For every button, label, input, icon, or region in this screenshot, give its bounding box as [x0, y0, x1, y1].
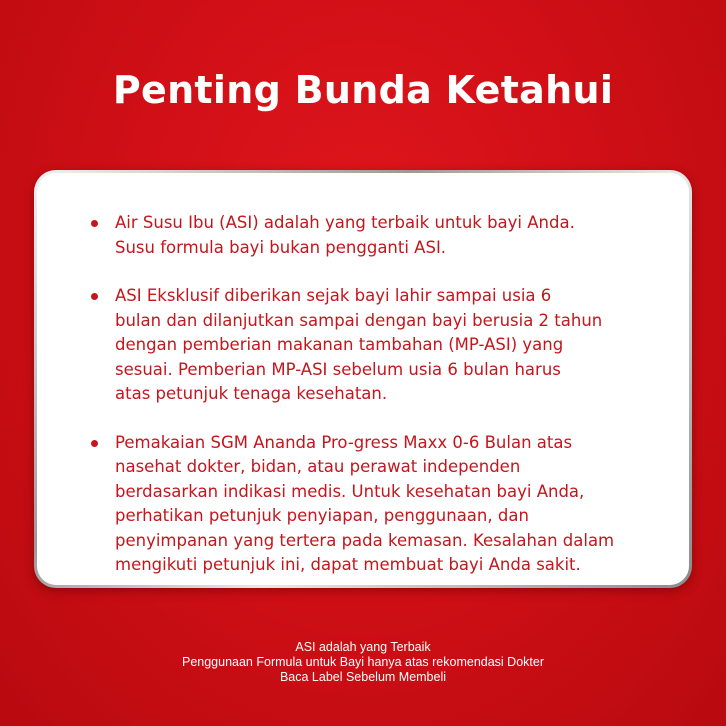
bullet-line: penyimpanan yang tertera pada kemasan. Kesalahan dalam — [115, 530, 615, 550]
bullet-line: Air Susu Ibu (ASI) adalah yang terbaik untuk bayi Anda. — [115, 213, 575, 232]
page-title: Penting Bunda Ketahui — [112, 68, 614, 112]
bullet-item — [89, 211, 649, 260]
bullet-line: ASI Eksklusif diberikan sejak bayi lahir sampai usia 6 — [115, 286, 552, 305]
bullet-line: dengan pemberian makanan tambahan (MP-ASI) yang — [115, 335, 564, 354]
bullet-dot-icon — [91, 440, 98, 447]
footer-disclaimer — [0, 640, 726, 685]
footer-line: Penggunaan Formula untuk Bayi hanya atas rekomendasi Dokter — [181, 655, 545, 669]
bullet-list — [89, 211, 649, 602]
bullet-line: nasehat dokter, bidan, atau perawat independen — [115, 457, 521, 476]
info-card — [37, 173, 689, 585]
bullet-dot-icon — [91, 293, 98, 300]
bullet-line: atas petunjuk tenaga kesehatan. — [115, 384, 388, 403]
bullet-item — [89, 431, 649, 578]
footer-line: Baca Label Sebelum Membeli — [279, 670, 447, 684]
footer-line: ASI adalah yang Terbaik — [295, 640, 431, 654]
bullet-line: Susu formula bayi bukan pengganti ASI. — [115, 237, 447, 257]
bullet-dot-icon — [91, 220, 98, 227]
bullet-line: mengikuti petunjuk ini, dapat membuat bayi Anda sakit. — [115, 555, 581, 574]
bullet-line: bulan dan dilanjutkan sampai dengan bayi berusia 2 tahun — [115, 310, 603, 330]
bullet-line: berdasarkan indikasi medis. Untuk kesehatan bayi Anda, — [115, 481, 585, 501]
bullet-line: perhatikan petunjuk penyiapan, penggunaan, dan — [115, 506, 529, 525]
bullet-item — [89, 284, 649, 407]
info-card-frame — [34, 170, 692, 588]
bullet-line: sesuai. Pemberian MP-ASI sebelum usia 6 bulan harus — [115, 359, 561, 379]
bullet-line: Pemakaian SGM Ananda Pro-gress Maxx 0-6 Bulan atas — [115, 432, 573, 452]
